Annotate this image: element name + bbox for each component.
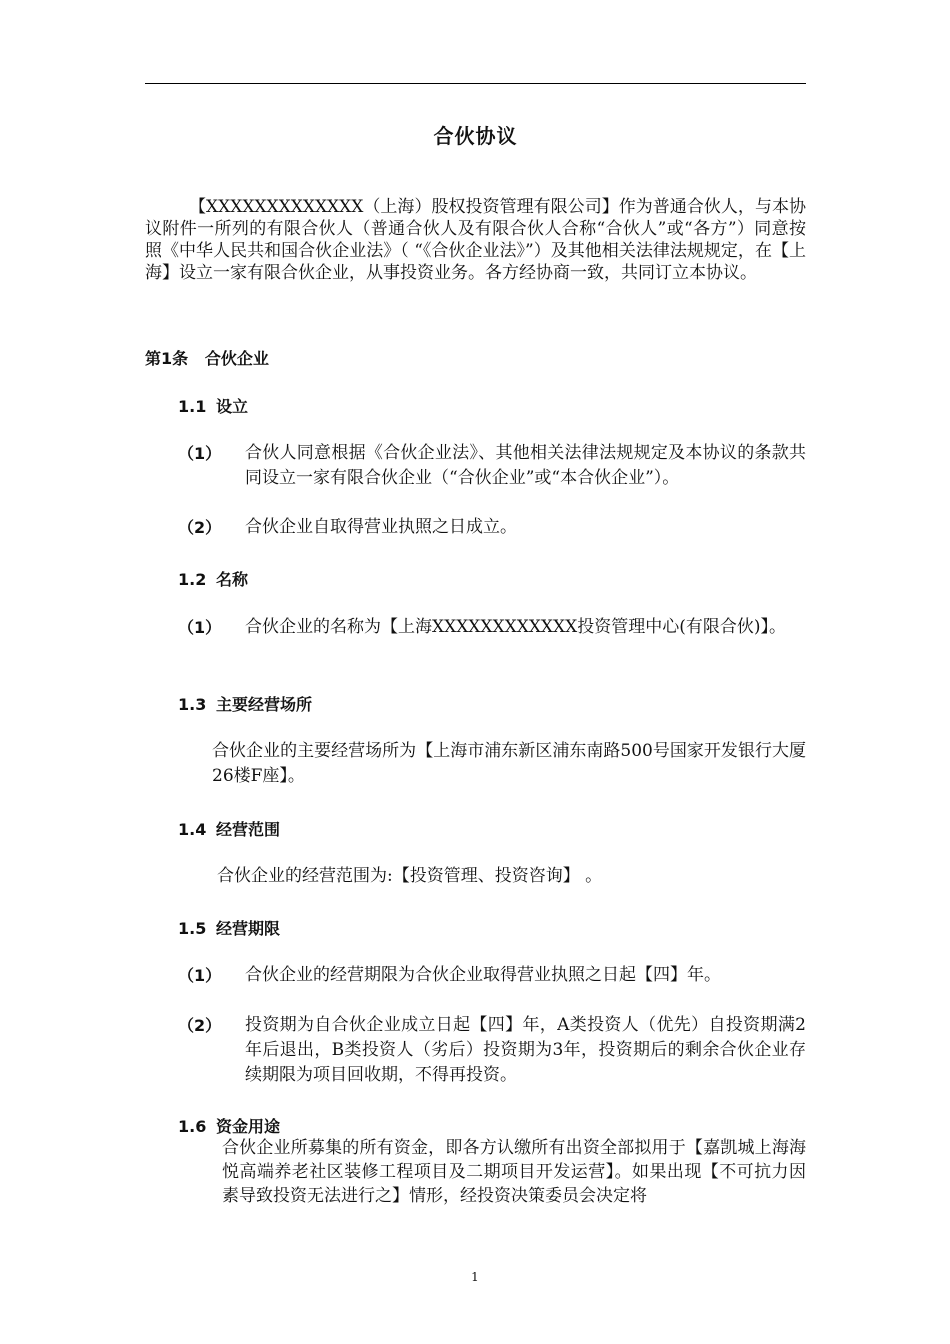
section-title: 资金用途 [216, 1117, 281, 1136]
section-1-6-heading [178, 1114, 280, 1137]
page-number: 1 [471, 1270, 479, 1284]
section-1-3-text: 合伙企业的主要经营场所为【上海市浦东新区浦东南路500号国家开发银行大厦26楼F座】。 [212, 741, 806, 786]
section-number: 1.3 [178, 695, 207, 714]
section-1-1-heading [178, 394, 248, 417]
section-1-4-heading [178, 817, 280, 840]
article-1-heading [145, 346, 269, 369]
header-rule [145, 83, 806, 84]
item-marker: （1） [178, 444, 222, 463]
item-marker: （2） [178, 1016, 222, 1035]
list-item [178, 1013, 806, 1088]
section-number: 1.6 [178, 1117, 207, 1136]
item-text: 投资期为自合伙企业成立日起【四】年，A类投资人（优先）自投资期满2年后退出，B类投资人（劣后）投资期为3年，投资期后的剩余合伙企业存续期限为项目回收期，不得再投资。 [245, 1015, 806, 1085]
list-item [178, 515, 806, 540]
section-number: 1.1 [178, 397, 207, 416]
section-number: 1.2 [178, 570, 207, 589]
section-title: 经营范围 [216, 820, 281, 839]
item-text: 合伙人同意根据《合伙企业法》、其他相关法律法规规定及本协议的条款共同设立一家有限合伙企业（“合伙企业”或“本合伙企业”）。 [245, 443, 806, 488]
item-marker: （1） [178, 966, 222, 985]
section-title: 主要经营场所 [216, 695, 313, 714]
item-marker: （1） [178, 618, 222, 637]
section-title: 名称 [216, 570, 249, 589]
article-1-title: 合伙企业 [204, 349, 269, 368]
article-1-label: 第1条 [145, 349, 189, 368]
list-item [178, 615, 806, 640]
section-title: 设立 [216, 397, 249, 416]
document-title: 合伙协议 [433, 124, 518, 148]
section-1-6-text: 合伙企业所募集的所有资金，即各方认缴所有出资全部拟用于【嘉凯城上海海悦高端养老社区装修工程项目及二期项目开发运营】。如果出现【不可抗力因素导致投资无法进行之】情形，经投资决策委员会决定将 [222, 1138, 806, 1206]
list-item [178, 963, 806, 988]
section-1-2-heading [178, 567, 248, 590]
section-number: 1.4 [178, 820, 207, 839]
section-1-3-heading [178, 692, 312, 715]
list-item [178, 441, 806, 491]
item-text: 合伙企业的名称为【上海XXXXXXXXXXXX投资管理中心(有限合伙)】。 [245, 617, 786, 637]
item-text: 合伙企业的经营期限为合伙企业取得营业执照之日起【四】年。 [245, 965, 721, 985]
intro-paragraph: 【XXXXXXXXXXXXX（上海）股权投资管理有限公司】作为普通合伙人，与本协议附件一所列的有限合伙人（普通合伙人及有限合伙人合称“合伙人”或“各方”）同意按照《中华人民共和国合伙企业法》（ “《合伙企业法》”）及其他相关法律法规规定，在【上海】设立一家有限合伙企业，从事投资业务。各方经协商一致，共同订立本协议。 [145, 197, 806, 283]
item-marker: （2） [178, 518, 222, 537]
section-number: 1.5 [178, 919, 207, 938]
section-1-4-text: 合伙企业的经营范围为:【投资管理、投资咨询】 。 [217, 866, 603, 886]
item-text: 合伙企业自取得营业执照之日成立。 [245, 517, 517, 537]
section-1-5-heading [178, 916, 280, 939]
section-title: 经营期限 [216, 919, 281, 938]
